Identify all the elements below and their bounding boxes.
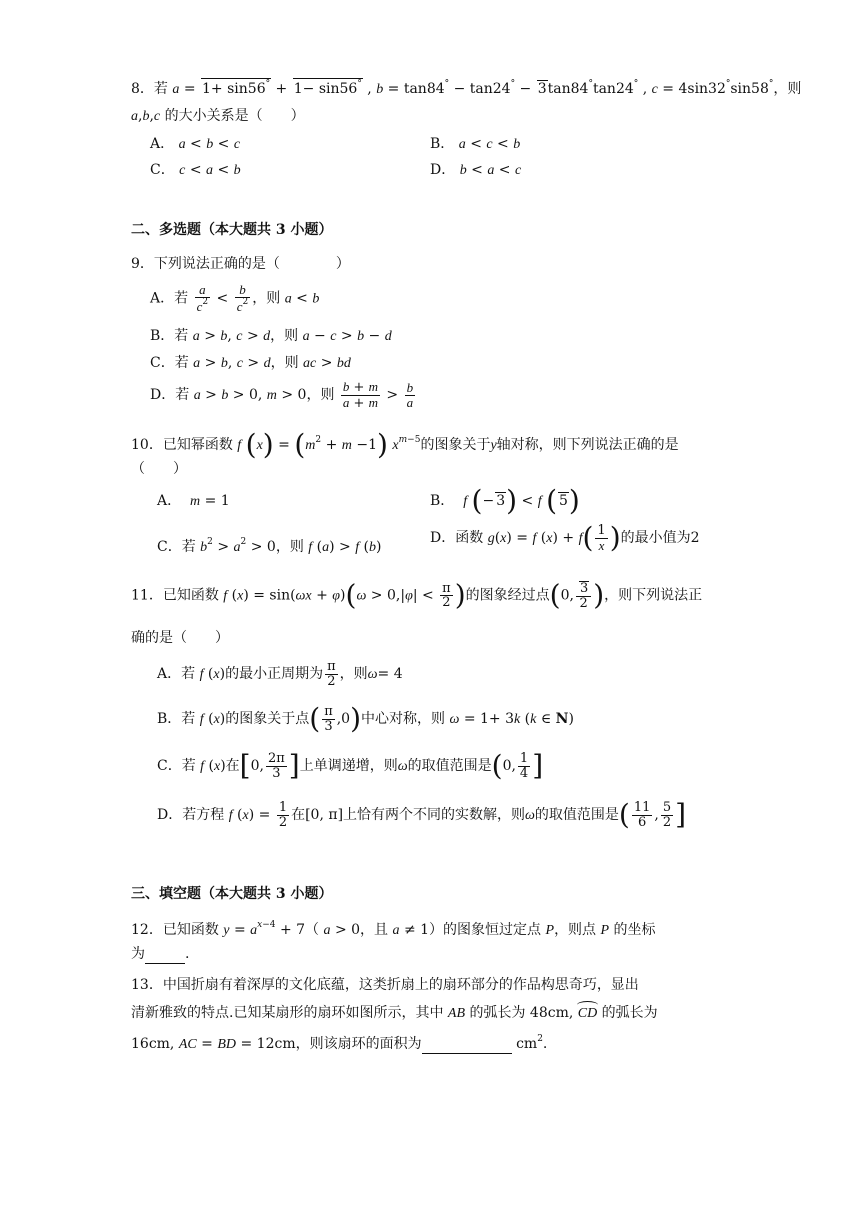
q10-stem: 10．已知幂函数 f $(x) = (m^2 + m -1)$ $x^{m-5}$的图象关于y轴对称，则下列说法正确的是 <box>131 428 679 461</box>
q9-stem: 9．下列说法正确的是（ ） <box>131 256 350 272</box>
q11-stem: 11．已知函数 f (x) = sin(ωx + φ)(ω > 0,|φ| < $\frac{\pi}{2}$ )的图象经过点(0, $\frac{3}{2}$ )，则下列说法正 <box>131 578 703 612</box>
section-title-fill-blank: 三、填空题（本大题共 3 小题） <box>131 886 333 902</box>
q8-option-d: D． b < a < c <box>430 162 522 178</box>
q8-number: 8．若 <box>131 81 168 97</box>
q10-paren: （ ） <box>131 461 187 477</box>
q9-option-d: D．若 a > b > 0, m > 0，则 $\frac{b + m}{a + m}$ > $\frac{b}{a}$ <box>150 379 414 411</box>
q10-option-a: A． m = 1 <box>157 493 230 509</box>
q13-line2: 清新雅致的特点.已知某扇形的扇环如图所示，其中 AB 的弧长为 48cm, CD 的弧长为 <box>131 1005 658 1021</box>
q8-line2: a,b,c 的大小关系是（ ） <box>131 108 305 124</box>
q9-option-c: C．若 a > b, c > d，则 ac > bd <box>150 355 351 371</box>
q12-line2: 为 . <box>131 946 190 962</box>
q13-line3: 16cm, AC = BD = 12cm，则该扇环的面积为 $cm^2$. <box>131 1034 548 1052</box>
q9-option-b: B．若 a > b, c > d，则 a − c > b − d <box>150 328 392 344</box>
q13-line1: 13．中国折扇有着深厚的文化底蕴，这类折扇上的扇环部分的作品构思奇巧，显出 <box>131 977 639 993</box>
q11-option-b: B．若 f (x)的图象关于点( $\frac{\pi}{3}$ ,0)中心对称，则 ω = 1+ 3k (k ∈ N) <box>157 702 574 736</box>
q8-line1: 8．若 a = 1+ sin56° + 1− sin56° , b = tan84° − tan24° − 3tan84°tan24° , c = 4sin32°sin58°，则 <box>131 79 802 97</box>
q11-option-d: D．若方程 f (x) = $\frac{1}{2}$ 在[0, π]上恰有两个不同的实数解，则ω的取值范围是( $\frac{11}{6}$ , $\frac{5}{2}$ ] <box>157 798 687 832</box>
q11-stem-line2: 确的是（ ） <box>131 630 229 646</box>
q10-option-b: B． f (− 3) < f ( 5) <box>430 484 580 517</box>
q8-option-c: C． c < a < b <box>150 162 241 178</box>
q12-line1: 12．已知函数 $y = a^{x-4} + 7$（ a > 0，且 a ≠ 1）的图象恒过定点 P，则点 P 的坐标 <box>131 920 656 938</box>
q11-option-a: A．若 f (x)的最小正周期为 $\frac{\pi}{2}$ ，则ω= 4 <box>157 659 403 689</box>
section-title-multi-choice: 二、多选题（本大题共 3 小题） <box>131 222 333 238</box>
q13-answer-blank[interactable] <box>422 1036 512 1054</box>
q10-option-d: D．函数 g(x) = f (x) + f( $\frac{1}{x}$ )的最小值为2 <box>430 521 700 555</box>
q8-option-b: B． a < c < b <box>430 136 521 152</box>
q10-option-c: C．若 $b^2 > a^2 > 0$，则 f (a) > f (b) <box>157 537 382 555</box>
q8-option-a: A． a < b < c <box>150 136 241 152</box>
q9-option-a: A．若 $\frac{a}{c^2}$ < $\frac{b}{c^2}$ ，则 a < b <box>150 282 320 314</box>
q11-option-c: C．若 f (x)在[0, $\frac{2\pi}{3}$ ]上单调递增，则ω的取值范围是(0, $\frac{1}{4}$ ] <box>157 749 544 783</box>
q12-answer-blank[interactable] <box>145 946 185 964</box>
